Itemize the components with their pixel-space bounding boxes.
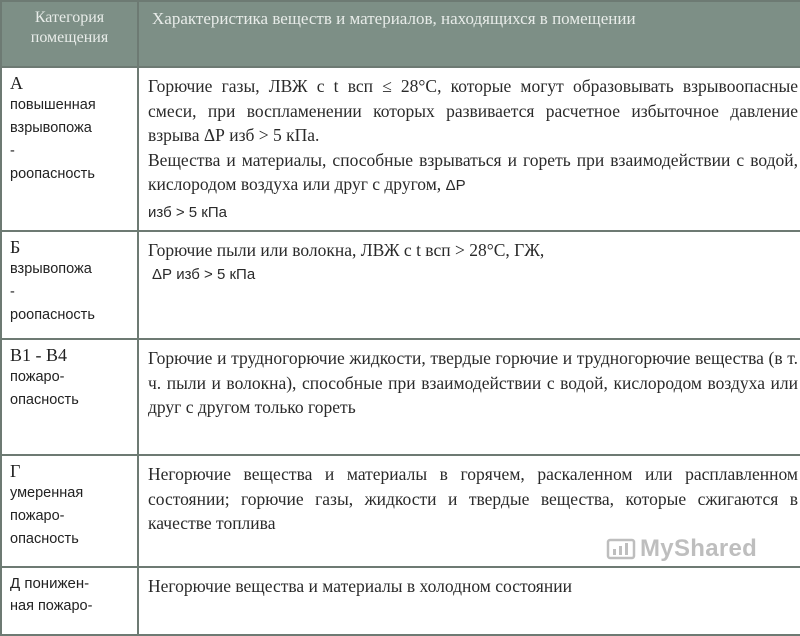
category-name-line: - xyxy=(10,143,15,159)
table-row xyxy=(1,339,800,455)
category-name-line: ная пожаро- xyxy=(10,598,93,614)
category-cell-b xyxy=(1,231,138,339)
table-row xyxy=(1,231,800,339)
category-cell-v xyxy=(1,339,138,455)
category-letter-suffix: ен- xyxy=(67,575,90,592)
category-letter: В1 - В4 xyxy=(10,345,68,365)
description-cell-d xyxy=(138,567,800,635)
delta-p-label: ΔР xyxy=(445,177,466,194)
pressure-value: ΔР изб > 5 кПа xyxy=(152,265,256,283)
header-category-line2: помещения xyxy=(30,29,109,46)
watermark-text: MyShared xyxy=(640,535,758,562)
description-cell-v xyxy=(138,339,800,455)
category-name-line: взрывопожа xyxy=(10,120,92,136)
description-paragraph: Горючие и трудногорючие жидкости, твердые горючие и трудногорючие вещества (в т. ч. пыли и волокна), способные при взаимодействии с водой, кислородом воздуха или друг с другом только гореть xyxy=(148,348,798,417)
header-row xyxy=(1,1,800,67)
category-name-line: роопасность xyxy=(10,166,95,182)
header-characteristic: Характеристика веществ и материалов, находящихся в помещении xyxy=(152,9,636,28)
description-paragraph: Негорючие вещества и материалы в горячем, раскаленном или расплавленном состоянии; горючие газы, жидкости и твердые вещества, которые сжигаются в качестве топлива xyxy=(148,464,798,533)
category-cell-a xyxy=(1,67,138,231)
description-paragraph: Горючие пыли или волокна, ЛВЖ с t всп > 28°С, ГЖ, xyxy=(148,240,545,260)
category-name-line: опасность xyxy=(10,392,79,408)
category-name-line: опасность xyxy=(10,531,79,547)
table-row xyxy=(1,567,800,635)
category-name-line: взрывопожа xyxy=(10,261,92,277)
description-cell-b xyxy=(138,231,800,339)
category-cell-g xyxy=(1,455,138,567)
category-name-line: роопасность xyxy=(10,307,95,323)
header-category-line1: Категория xyxy=(34,9,105,26)
description-paragraph: Горючие газы, ЛВЖ с t всп ≤ 28°С, которые могут образовывать взрывоопасные смеси, при воспламенении которых развивается расчетное избыточное давление взрыва ΔР изб > 5 кПа. xyxy=(148,76,798,145)
category-letter: А xyxy=(10,73,23,93)
category-letter-text: Д пониж xyxy=(10,575,68,592)
category-letter: Г xyxy=(10,461,21,481)
watermark xyxy=(606,535,757,563)
header-characteristic-cell xyxy=(138,1,800,67)
category-name-line: пожаро- xyxy=(10,369,65,385)
myshared-logo-icon xyxy=(606,536,636,562)
category-name-line: - xyxy=(10,284,15,300)
pressure-value: изб > 5 кПа xyxy=(148,203,227,221)
table-row xyxy=(1,67,800,231)
description-text: Вещества и материалы, способные взрываться и гореть при взаимодействии с водой, кислородом воздуха или друг с другом, xyxy=(148,149,798,194)
description-paragraph: Негорючие вещества и материалы в холодном состоянии xyxy=(148,576,572,596)
description-paragraph xyxy=(148,148,798,226)
description-cell-a xyxy=(138,67,800,231)
header-category-cell xyxy=(1,1,138,67)
category-name-line: пожаро- xyxy=(10,508,65,524)
category-cell-d xyxy=(1,567,138,635)
category-letter xyxy=(10,572,137,595)
category-name-line: умеренная xyxy=(10,485,84,501)
category-letter: Б xyxy=(10,237,21,257)
category-name-line: повышенная xyxy=(10,97,96,113)
